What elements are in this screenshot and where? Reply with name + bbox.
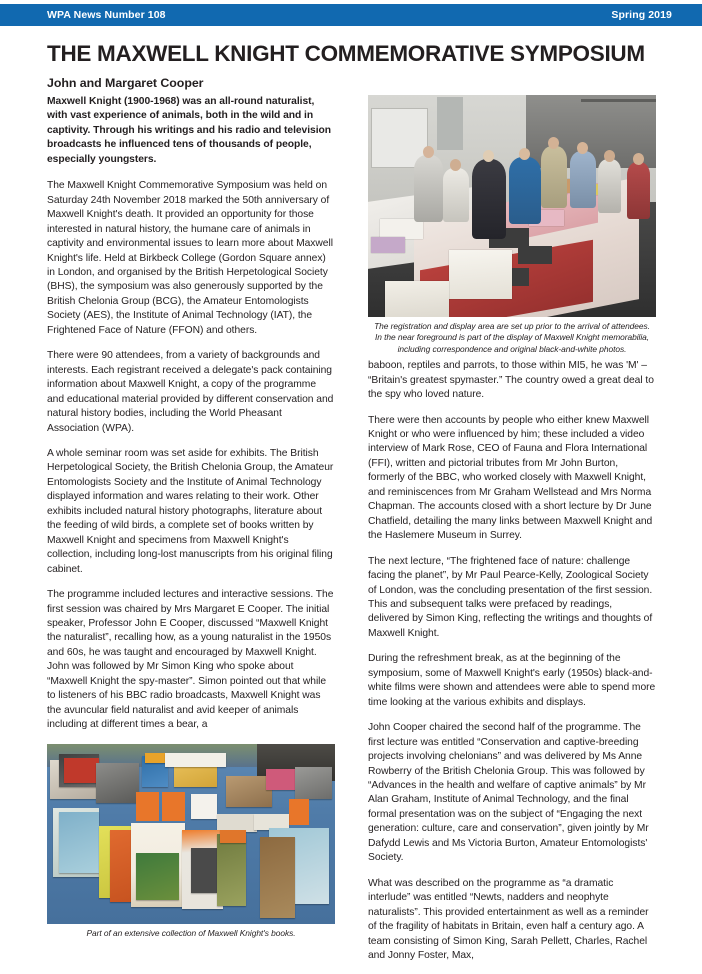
right-paragraph-5: John Cooper chaired the second half of the programme. The first lecture was entitled “Conservation and captive-breeding projects involving chelonians” and was delivered by Ms Anne Rowberry of the British Chelonia Group. This was followed by “Advances in the health and welfare of captive animals” by Mr Alan Graham, Institute of Animal Technology, and the final formal presentation was on the subject of “Engaging the next generation: culture, care and conservation”, given jointly by Mr Dafydd Lewis and Ms Victoria Burton, Amateur Entomologists' Society. bbox=[368, 722, 649, 864]
photo-attendee-head bbox=[633, 153, 644, 165]
left-column bbox=[47, 95, 335, 943]
photo-attendee-head bbox=[423, 146, 434, 158]
photo-attendee bbox=[570, 151, 596, 209]
right-paragraph-1: baboon, reptiles and parrots, to those within MI5, he was 'M' – “Britain's greatest spymaster.” The country owed a great deal to the spy who loved nature. bbox=[368, 360, 654, 401]
photo-attendee bbox=[627, 162, 650, 220]
running-header-left: WPA News Number 108 bbox=[47, 8, 166, 21]
photo-bw-print bbox=[518, 246, 553, 264]
photo-open-album bbox=[449, 250, 512, 299]
registration-figure-caption: The registration and display area are set up prior to the arrival of attendees. In the near foreground is part of the display of Maxwell Knight memorabilia, including correspondence and original black-and-white photos. bbox=[374, 321, 650, 354]
photo-attendee bbox=[541, 146, 567, 208]
left-paragraph-2: There were 90 attendees, from a variety of backgrounds and interests. Each registrant received a delegate's pack containing information about Maxwell Knight, a copy of the programme and educational material provided by different conservation and natural history bodies, including the World Pheasant Association (WPA). bbox=[47, 350, 334, 434]
registration-photo bbox=[368, 95, 656, 317]
book-item bbox=[136, 853, 179, 900]
left-paragraph-4: The programme included lectures and interactive sessions. The first session was chaired by Mrs Margaret E Cooper. The initial speaker, Professor John E Cooper, discussed “Maxwell Knight the naturalist”, recalling how, as a young naturalist in the 1950s and 60s, he was taught and encouraged by Maxwell Knight. John was followed by Mr Simon King who spoke about “Maxwell Knight the spy-master”. Simon pointed out that while to listeners of his BBC radio broadcasts, Maxwell Knight was the avuncular field naturalist and avid keeper of animals including at different times a bear, a bbox=[47, 589, 334, 731]
left-paragraph-1: The Maxwell Knight Commemorative Symposium was held on Saturday 24th November 2018 marked the 50th anniversary of Maxwell Knight's death. It provided an opportunity for those interested in natural history, the humane care of animals in captivity and environmental issues to learn more about Maxwell Knight's life. Held at Birkbeck College (Gordon Square annex) in London, and organised by the British Herpetological Society (BHS), the symposium was also generously supported by the British Chelonia Group (BCG), the Amateur Entomologists Society (AES), the Institute of Animal Technology (IAT), the Frightened Face of Nature (FFON) and others. bbox=[47, 180, 333, 336]
photo-attendee bbox=[414, 155, 443, 222]
photo-attendee bbox=[443, 168, 469, 221]
book-item bbox=[165, 753, 225, 767]
book-item bbox=[191, 848, 217, 893]
photo-attendee-head bbox=[548, 137, 559, 149]
book-item bbox=[260, 837, 295, 918]
right-paragraph-3: The next lecture, “The frightened face of nature: challenge facing the planet”, by Mr Paul Pearce-Kelly, Zoological Society of London, was the concluding presentation of the first session. This and subsequent talks were prefaced by readings, delivered by Simon King, reflecting the writings and thoughts of Maxwell Knight. bbox=[368, 555, 653, 639]
photo-attendee-head bbox=[577, 142, 588, 154]
left-paragraph-3: A whole seminar room was set aside for exhibits. The British Herpetological Society, the British Chelonia Group, the Amateur Entomologists Society and the Institute of Animal Technology displayed information and wares relating to their work. Other exhibits included natural history photographs, literature about the feeding of wild birds, a complete set of books written by Maxwell Knight and specimens from Maxwell Knight's collection, including long-lost manuscripts from his original filing cabinet. bbox=[47, 447, 334, 575]
photo-document bbox=[371, 237, 406, 253]
running-header-right: Spring 2019 bbox=[611, 8, 672, 21]
book-item bbox=[217, 834, 246, 906]
book-item bbox=[64, 758, 99, 783]
lead-paragraph: Maxwell Knight (1900-1968) was an all-round naturalist, with vast experience of animals, both in the wild and in captivity. Through his writings and his radio and television broadcasts he influenced tens of thousands of people, especially youngsters. bbox=[47, 96, 332, 165]
orange-leaflet bbox=[136, 792, 159, 821]
right-paragraph-6: What was described on the programme as “a dramatic interlude” was entitled “Newts, nadders and neophyte naturalists”. This provided entertainment as well as a reminder of the fragility of habitats in Britain, even half a century ago. A team consisting of Simon King, Sarah Pellett, Charles, Rachel and Jonny Foster, Max, bbox=[368, 877, 649, 961]
right-column bbox=[368, 95, 656, 974]
books-figure bbox=[47, 744, 335, 939]
photo-open-album bbox=[385, 281, 448, 317]
title-block bbox=[47, 42, 657, 90]
book-item bbox=[191, 794, 217, 819]
right-paragraph-2: There were then accounts by people who either knew Maxwell Knight or who were influenced by him; these included a video interview of Mark Rose, CEO of Fauna and Flora International (FFI), written and pictorial tributes from Mr John Burton, formerly of the BBC, who worked closely with Maxwell Knight, and reminiscences from Mr Graham Wellstead and Mrs Norma Chapman. The accounts closed with a short lecture by Dr June Chatfield, detailing the many links between Maxwell Knight and the Haslemere Museum in Surrey. bbox=[368, 414, 653, 542]
running-header bbox=[0, 4, 702, 26]
orange-leaflet bbox=[162, 792, 185, 821]
photo-attendee-head bbox=[519, 148, 530, 160]
book-item bbox=[266, 769, 298, 791]
book-item bbox=[59, 812, 99, 873]
photo-attendee-head bbox=[450, 159, 461, 171]
book-item bbox=[226, 776, 272, 807]
book-item bbox=[220, 830, 246, 843]
books-photo bbox=[47, 744, 335, 924]
photo-attendee-head bbox=[604, 150, 615, 162]
photo-attendee bbox=[472, 159, 507, 239]
article-byline: John and Margaret Cooper bbox=[47, 75, 204, 90]
orange-leaflet bbox=[289, 799, 309, 824]
page-title: THE MAXWELL KNIGHT COMMEMORATIVE SYMPOSIUM bbox=[47, 41, 645, 66]
photo-attendee-head bbox=[483, 150, 494, 162]
book-item bbox=[96, 763, 139, 803]
photo-attendee bbox=[509, 157, 541, 224]
registration-figure bbox=[368, 95, 656, 355]
photo-ceiling-rail bbox=[581, 99, 656, 102]
photo-attendee bbox=[598, 159, 621, 212]
right-paragraph-4: During the refreshment break, as at the beginning of the symposium, some of Maxwell Knight's early (1950s) black-and-white films were shown and attendees were able to spend more time looking at the various exhibits and displays. bbox=[368, 653, 656, 708]
photo-doorway bbox=[437, 97, 463, 150]
book-item bbox=[295, 767, 332, 799]
books-figure-caption: Part of an extensive collection of Maxwell Knight's books. bbox=[86, 927, 296, 938]
